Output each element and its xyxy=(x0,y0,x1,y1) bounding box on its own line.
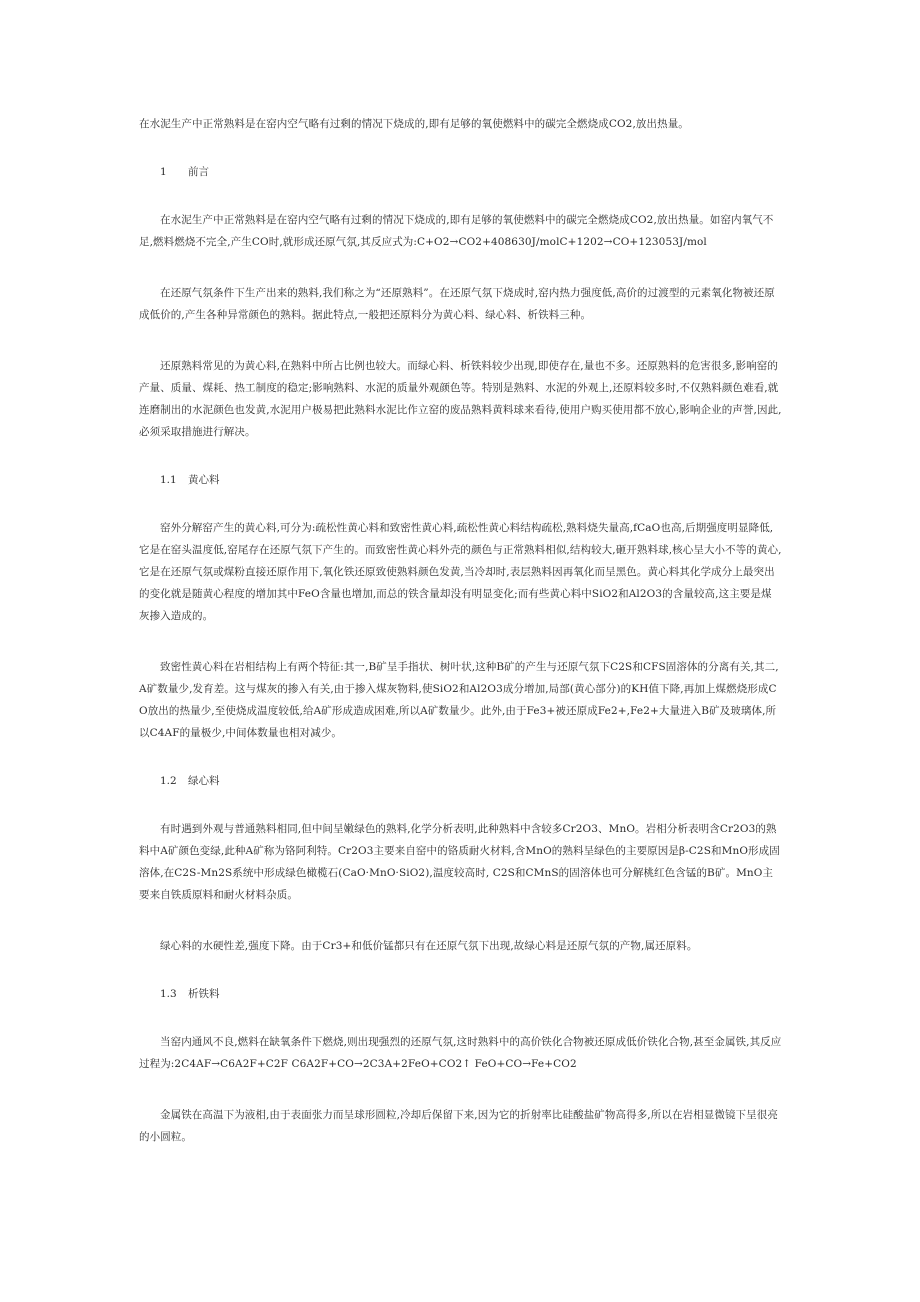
paragraph-9: 金属铁在高温下为液相,由于表面张力而呈球形圆粒,冷却后保留下来,因为它的折射率比硅酸盐矿物高得多,所以在岩相显微镜下呈很亮的小圆粒。 xyxy=(139,1109,778,1143)
paragraph-2: 在还原气氛条件下生产出来的熟料,我们称之为“还原熟料”。在还原气氛下烧成时,窑内热力强度低,高价的过渡型的元素氧化物被还原成低价的,产生各种异常颜色的熟料。据此特点,一般把还原料分为黄心料、绿心料、析铁料三种。 xyxy=(139,287,775,321)
paragraph-1: 在水泥生产中正常熟料是在窑内空气略有过剩的情况下烧成的,即有足够的氧使燃料中的碳完全燃烧成CO2,放出热量。如窑内氧气不足,燃料燃烧不完全,产生CO时,就形成还原气氛,其反应式为:C+O2→CO2+408630J/molC+1202→CO+123053J/mol xyxy=(139,214,774,248)
paragraph-4: 窑外分解窑产生的黄心料,可分为:疏松性黄心料和致密性黄心料,疏松性黄心料结构疏松,熟料烧失量高,fCaO也高,后期强度明显降低,它是在窑头温度低,窑尾存在还原气氛下产生的。而致密性黄心料外壳的颜色与正常熟料相似,结构较大,砸开熟料球,核心呈大小不等的黄心,它是在还原气氛或煤粉直接还原作用下,氧化铁还原致使熟料颜色发黄,当冷却时,表层熟料因再氧化而呈黑色。黄心料其化学成分上最突出的变化就是随黄心程度的增加其中FeO含量也增加,而总的铁含量却没有明显变化;而有些黄心料中SiO2和Al2O3的含量较高,这主要是煤灰掺入造成的。 xyxy=(139,522,782,622)
intro-paragraph: 在水泥生产中正常熟料是在窑内空气略有过剩的情况下烧成的,即有足够的氧使燃料中的碳完全燃烧成CO2,放出热量。 xyxy=(139,118,689,130)
paragraph-3: 还原熟料常见的为黄心料,在熟料中所占比例也较大。而绿心料、析铁料较少出现,即使存在,量也不多。还原熟料的危害很多,影响窑的产量、质量、煤耗、热工制度的稳定;影响熟料、水泥的质量外观颜色等。特别是熟料、水泥的外观上,还原料较多时,不仅熟料颜色难看,就连磨制出的水泥颜色也发黄,水泥用户极易把此熟料水泥比作立窑的废品熟料黄料球来看待,使用户购买使用都不放心,影响企业的声誉,因此,必须采取措施进行解决。 xyxy=(139,360,782,438)
section-number: 1.3 xyxy=(160,988,177,1000)
section-heading-1-2 xyxy=(139,770,782,792)
section-title: 析铁料 xyxy=(188,988,220,1000)
paragraph-6: 有时遇到外观与普通熟料相同,但中间呈嫩绿色的熟料,化学分析表明,此种熟料中含较多Cr2O3、MnO。岩相分析表明含Cr2O3的熟料中A矿颜色变绿,此种A矿称为铬阿利特。Cr2O3主要来自窑中的铬质耐火材料,含MnO的熟料呈绿色的主要原因是β-C2S和MnO形成固溶体,在C2S-Mn2S系统中形成绿色橄榄石(CaO·MnO·SiO2),温度较高时, C2S和CMnS的固溶体也可分解桃红色含锰的B矿。MnO主要来自铁质原料和耐火材料杂质。 xyxy=(139,823,780,901)
section-number: 1 xyxy=(160,166,167,178)
paragraph-8: 当窑内通风不良,燃料在缺氧条件下燃烧,则出现强烈的还原气氛,这时熟料中的高价铁化合物被还原成低价铁化合物,甚至金属铁,其反应过程为:2C4AF→C6A2F+C2F C6A2F+CO→2C3A+2FeO+CO2↑ FeO+CO→Fe+CO2 xyxy=(139,1036,782,1070)
section-number: 1.1 xyxy=(160,474,177,486)
section-number: 1.2 xyxy=(160,775,177,787)
section-title: 前言 xyxy=(188,166,209,178)
document-body xyxy=(139,113,782,1148)
section-heading-1 xyxy=(139,161,782,183)
paragraph-5: 致密性黄心料在岩相结构上有两个特征:其一,B矿呈手指状、树叶状,这种B矿的产生与还原气氛下C2S和CFS固溶体的分离有关,其二,A矿数量少,发育差。这与煤灰的掺入有关,由于掺入煤灰物料,使SiO2和Al2O3成分增加,局部(黄心部分)的KH值下降,再加上煤燃烧形成CO放出的热量少,至使烧成温度较低,给A矿形成造成困难,所以A矿数量少。此外,由于Fe3+被还原成Fe2+,Fe2+大量进入B矿及玻璃体,所以C4AF的量极少,中间体数量也相对减少。 xyxy=(139,661,779,739)
section-heading-1-3 xyxy=(139,983,782,1005)
section-heading-1-1 xyxy=(139,469,782,491)
section-title: 黄心料 xyxy=(188,474,220,486)
paragraph-7: 绿心料的水硬性差,强度下降。由于Cr3+和低价锰都只有在还原气氛下出现,故绿心料是还原气氛的产物,属还原料。 xyxy=(160,940,698,952)
section-title: 绿心料 xyxy=(188,775,220,787)
